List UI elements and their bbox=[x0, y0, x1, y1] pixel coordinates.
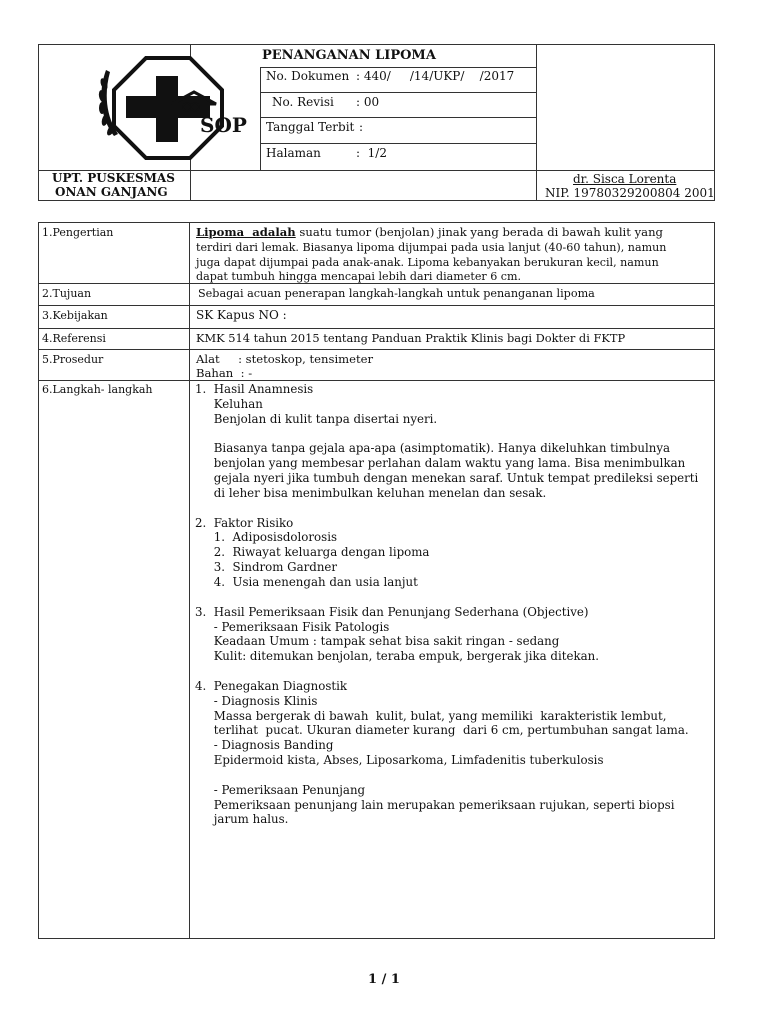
langkah-line: 2. Faktor Risiko bbox=[195, 515, 294, 530]
langkah-line: 3. Hasil Pemeriksaan Fisik dan Penunjang Sederhana (Objective) bbox=[195, 604, 589, 619]
langkah-line bbox=[195, 664, 710, 679]
pengertian-line4: dapat tumbuh hingga mencapai lebih dari diameter 6 cm. bbox=[196, 270, 522, 283]
tujuan-text: Sebagai acuan penerapan langkah-langkah untuk penanganan lipoma bbox=[198, 287, 595, 300]
langkah-line: 4. Penegakan Diagnostik bbox=[195, 678, 348, 693]
row-label-prosedur: 5.Prosedur bbox=[42, 353, 104, 366]
referensi-text: KMK 514 tahun 2015 tentang Panduan Praktik Klinis bagi Dokter di FKTP bbox=[196, 331, 626, 345]
page-label: Halaman bbox=[266, 146, 321, 160]
pengertian-line2: terdiri dari lemak. Biasanya lipoma dijumpai pada usia lanjut (40-60 tahun), namun bbox=[196, 241, 667, 254]
page-footer: 1 / 1 bbox=[368, 972, 400, 987]
kebijakan-text: SK Kapus NO : bbox=[196, 308, 287, 322]
revision-value: : 00 bbox=[356, 95, 380, 109]
row-label-tujuan: 2.Tujuan bbox=[42, 287, 92, 300]
langkah-line: Keluhan bbox=[195, 396, 263, 411]
langkah-line: Massa bergerak di bawah kulit, bulat, yang memiliki karakteristik lembut, bbox=[195, 708, 667, 723]
langkah-line bbox=[195, 768, 710, 783]
langkah-line: Keadaan Umum : tampak sehat bisa sakit ringan - sedang bbox=[195, 634, 560, 649]
langkah-line: Biasanya tanpa gejala apa-apa (asimptomatik). Hanya dikeluhkan timbulnya bbox=[195, 441, 671, 456]
langkah-line: Epidermoid kista, Abses, Liposarkoma, Limfadenitis tuberkulosis bbox=[195, 753, 604, 768]
langkah-line bbox=[195, 427, 710, 442]
organization-name-line1: UPT. PUSKESMAS bbox=[52, 171, 175, 185]
langkah-line bbox=[195, 501, 710, 516]
prosedur-bahan: Bahan : - bbox=[196, 366, 253, 380]
revision-label: No. Revisi bbox=[272, 95, 334, 109]
sop-logo bbox=[94, 52, 258, 164]
row-label-pengertian: 1.Pengertian bbox=[42, 226, 114, 239]
langkah-line: gejala nyeri jika tumbuh dengan menekan saraf. Untuk tempat predileksi seperti bbox=[195, 471, 699, 486]
organization-name-line2: ONAN GANJANG bbox=[55, 185, 168, 199]
publish-date-label: Tanggal Terbit bbox=[266, 120, 355, 134]
langkah-line: jarum halus. bbox=[195, 812, 289, 827]
langkah-line: 3. Sindrom Gardner bbox=[195, 560, 338, 575]
langkah-line: Kulit: ditemukan benjolan, teraba empuk, bergerak jika ditekan. bbox=[195, 649, 599, 664]
langkah-line: terlihat pucat. Ukuran diameter kurang dari 6 cm, pertumbuhan sangat lama. bbox=[195, 723, 689, 738]
publish-date-value: : bbox=[359, 120, 364, 134]
page-value: : 1/2 bbox=[356, 146, 387, 160]
pengertian-term: Lipoma adalah bbox=[196, 225, 296, 239]
signer-name: dr. Sisca Lorenta bbox=[573, 172, 677, 186]
langkah-line: 1. Adiposisdolorosis bbox=[195, 530, 338, 545]
langkah-line: Pemeriksaan penunjang lain merupakan pemeriksaan rujukan, seperti biopsi bbox=[195, 797, 675, 812]
langkah-line: 4. Usia menengah dan usia lanjut bbox=[195, 574, 418, 589]
langkah-line: - Pemeriksaan Fisik Patologis bbox=[195, 619, 390, 634]
puskesmas-emblem-icon bbox=[94, 52, 258, 164]
langkah-line: - Diagnosis Banding bbox=[195, 738, 334, 753]
langkah-line bbox=[195, 590, 710, 605]
langkah-line: - Diagnosis Klinis bbox=[195, 693, 318, 708]
langkah-line: 1. Hasil Anamnesis bbox=[195, 382, 314, 396]
pengertian-line1 bbox=[196, 225, 663, 240]
pengertian-line1-text: suatu tumor (benjolan) jinak yang berada di bawah kulit yang bbox=[295, 225, 663, 239]
langkah-line: - Pemeriksaan Penunjang bbox=[195, 782, 366, 797]
langkah-line: benjolan yang membesar perlahan dalam waktu yang lama. Bisa menimbulkan bbox=[195, 456, 686, 471]
doc-number-value: : 440/ /14/UKP/ /2017 bbox=[356, 69, 515, 83]
langkah-line: di leher bisa menimbulkan keluhan menelan dan sesak. bbox=[195, 485, 547, 500]
sop-logo-text: SOP bbox=[200, 113, 247, 137]
signer-nip: NIP. 19780329200804 2001 bbox=[545, 186, 715, 200]
pengertian-line3: juga dapat dijumpai pada anak-anak. Lipoma kebanyakan berukuran kecil, namun bbox=[196, 256, 659, 269]
doc-number-label: No. Dokumen bbox=[266, 69, 350, 83]
prosedur-alat: Alat : stetoskop, tensimeter bbox=[196, 352, 374, 366]
document-title: PENANGANAN LIPOMA bbox=[262, 48, 436, 63]
row-label-langkah: 6.Langkah- langkah bbox=[42, 383, 153, 396]
langkah-list bbox=[195, 382, 710, 827]
row-label-referensi: 4.Referensi bbox=[42, 332, 106, 345]
row-label-kebijakan: 3.Kebijakan bbox=[42, 309, 108, 322]
langkah-line: 2. Riwayat keluarga dengan lipoma bbox=[195, 545, 430, 560]
langkah-line: Benjolan di kulit tanpa disertai nyeri. bbox=[195, 411, 438, 426]
